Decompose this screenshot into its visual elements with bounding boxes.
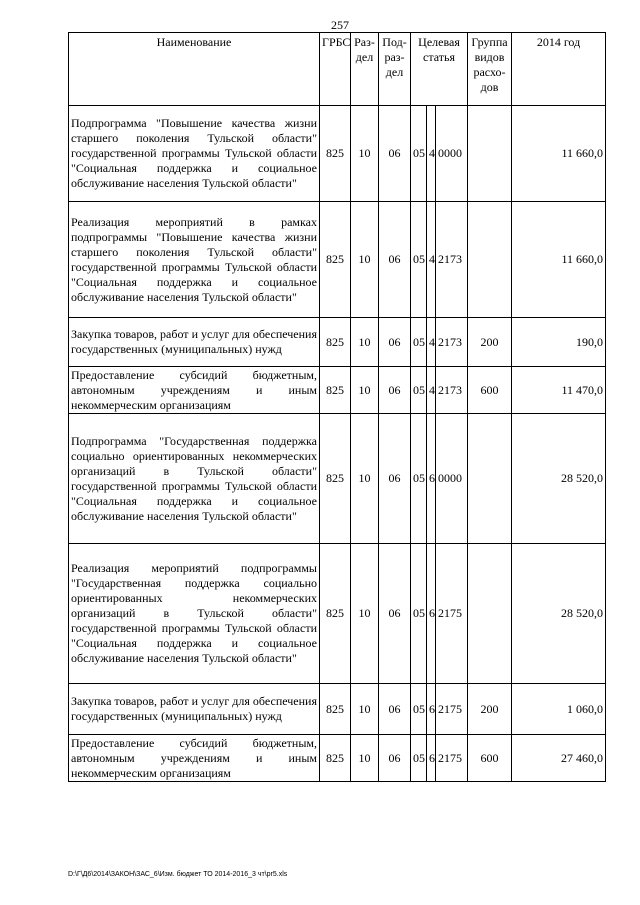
row-name: Подпрограмма "Государственная поддержка социально ориентированных некоммерческих организаций в Тульской области" государственной программы Тульской области "Социальная поддержка и социальное обслуживание населения Тульской области" (69, 414, 320, 544)
row-target-program: 05 (411, 544, 427, 684)
row-name: Подпрограмма "Повышение качества жизни старшего поколения Тульской области" государственной программы Тульской области "Социальная поддержка и социальное обслуживание населения Тульской области" (69, 106, 320, 202)
row-grbs: 825 (320, 544, 351, 684)
row-name: Предоставление субсидий бюджетным, автономным учреждениям и иным некоммерческим организациям (69, 735, 320, 782)
row-target-code: 2175 (436, 544, 468, 684)
row-amount: 190,0 (512, 318, 606, 367)
row-target-code: 2175 (436, 684, 468, 735)
row-amount: 27 460,0 (512, 735, 606, 782)
row-expense-group: 200 (468, 684, 512, 735)
table-row (69, 544, 606, 684)
row-name: Реализация мероприятий в рамках подпрограммы "Повышение качества жизни старшего поколения Тульской области" государственной программы Тульской области "Социальная поддержка и социальное обслуживание населения Тульской области" (69, 202, 320, 318)
row-target-code: 2173 (436, 367, 468, 414)
row-section: 10 (351, 202, 379, 318)
row-amount: 11 660,0 (512, 106, 606, 202)
row-target-subprogram: 6 (427, 735, 436, 782)
row-target-program: 05 (411, 735, 427, 782)
header-target-article: Целевая статья (411, 33, 468, 106)
row-section: 10 (351, 367, 379, 414)
budget-table (68, 32, 606, 782)
row-name: Закупка товаров, работ и услуг для обеспечения государственных (муниципальных) нужд (69, 684, 320, 735)
row-section: 10 (351, 414, 379, 544)
row-expense-group (468, 106, 512, 202)
header-year: 2014 год (512, 33, 606, 106)
row-grbs: 825 (320, 414, 351, 544)
row-section: 10 (351, 318, 379, 367)
row-target-subprogram: 6 (427, 414, 436, 544)
header-subsection: Под-раз-дел (379, 33, 411, 106)
header-expense-group: Группа видов расхо-дов (468, 33, 512, 106)
row-expense-group (468, 414, 512, 544)
row-target-subprogram: 4 (427, 202, 436, 318)
row-subsection: 06 (379, 684, 411, 735)
row-grbs: 825 (320, 202, 351, 318)
row-target-code: 2175 (436, 735, 468, 782)
row-expense-group: 200 (468, 318, 512, 367)
row-amount: 28 520,0 (512, 414, 606, 544)
row-expense-group: 600 (468, 367, 512, 414)
row-target-program: 05 (411, 106, 427, 202)
table-row (69, 684, 606, 735)
budget-rows (69, 106, 606, 782)
row-target-program: 05 (411, 684, 427, 735)
row-expense-group: 600 (468, 735, 512, 782)
row-section: 10 (351, 684, 379, 735)
row-target-code: 2173 (436, 202, 468, 318)
header-row (69, 33, 606, 106)
row-subsection: 06 (379, 414, 411, 544)
row-grbs: 825 (320, 684, 351, 735)
header-grbs: ГРБС (320, 33, 351, 106)
row-grbs: 825 (320, 106, 351, 202)
row-subsection: 06 (379, 735, 411, 782)
row-amount: 11 470,0 (512, 367, 606, 414)
row-target-program: 05 (411, 414, 427, 544)
row-section: 10 (351, 735, 379, 782)
table-row (69, 367, 606, 414)
page-number: 257 (331, 18, 349, 32)
row-target-code: 0000 (436, 106, 468, 202)
row-subsection: 06 (379, 202, 411, 318)
table-row (69, 202, 606, 318)
row-target-program: 05 (411, 202, 427, 318)
row-grbs: 825 (320, 367, 351, 414)
row-subsection: 06 (379, 367, 411, 414)
header-name: Наименование (69, 33, 320, 106)
row-target-code: 0000 (436, 414, 468, 544)
row-target-code: 2173 (436, 318, 468, 367)
file-path-footer: D:\Г\Д6\2014\ЗАКОН\ЗАС_6\Изм. бюджет ТО 2014-2016_3 чт\pr5.xls (68, 871, 288, 878)
table-row (69, 318, 606, 367)
table-row (69, 106, 606, 202)
row-subsection: 06 (379, 544, 411, 684)
row-target-program: 05 (411, 367, 427, 414)
header-section: Раз-дел (351, 33, 379, 106)
row-target-subprogram: 6 (427, 684, 436, 735)
row-target-subprogram: 4 (427, 106, 436, 202)
row-grbs: 825 (320, 318, 351, 367)
row-amount: 1 060,0 (512, 684, 606, 735)
row-target-subprogram: 4 (427, 367, 436, 414)
row-grbs: 825 (320, 735, 351, 782)
row-name: Закупка товаров, работ и услуг для обеспечения государственных (муниципальных) нужд (69, 318, 320, 367)
row-subsection: 06 (379, 318, 411, 367)
table-row (69, 735, 606, 782)
row-target-subprogram: 6 (427, 544, 436, 684)
row-section: 10 (351, 544, 379, 684)
row-name: Предоставление субсидий бюджетным, автономным учреждениям и иным некоммерческим организациям (69, 367, 320, 414)
table-row (69, 414, 606, 544)
row-expense-group (468, 544, 512, 684)
row-name: Реализация мероприятий подпрограммы "Государственная поддержка социально ориентированных некоммерческих организаций в Тульской области" государственной программы Тульской области "Социальная поддержка и социальное обслуживание населения Тульской области" (69, 544, 320, 684)
row-target-program: 05 (411, 318, 427, 367)
row-expense-group (468, 202, 512, 318)
row-target-subprogram: 4 (427, 318, 436, 367)
row-section: 10 (351, 106, 379, 202)
row-subsection: 06 (379, 106, 411, 202)
row-amount: 11 660,0 (512, 202, 606, 318)
row-amount: 28 520,0 (512, 544, 606, 684)
